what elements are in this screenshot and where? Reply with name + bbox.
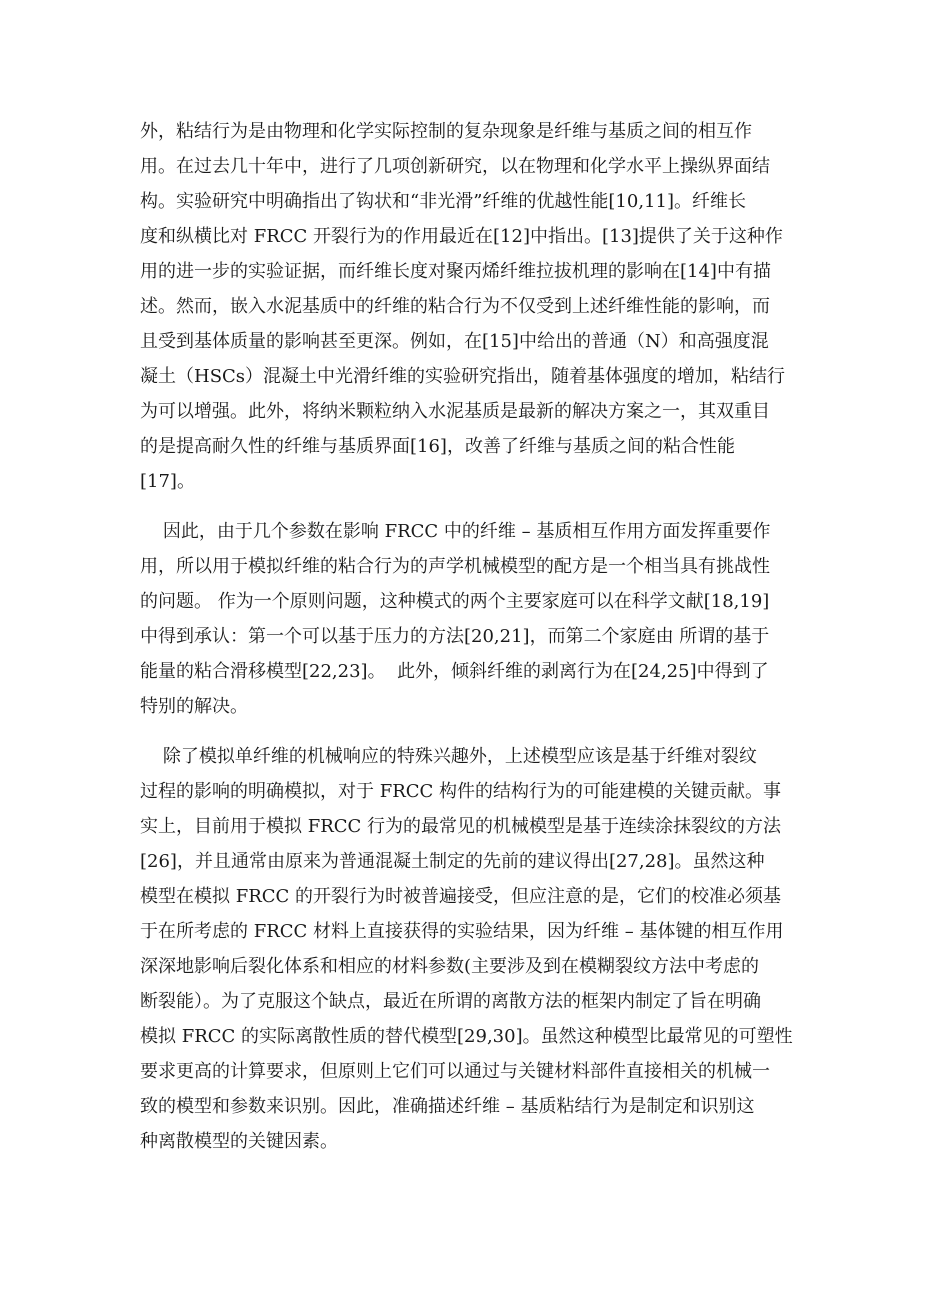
paragraph-3-line: 过程的影响的明确模拟，对于 FRCC 构件的结构行为的可能建模的关键贡献。事 — [140, 781, 782, 802]
paragraph-3-line: 模型在模拟 FRCC 的开裂行为时被普遍接受，但应注意的是，它们的校准必须基 — [140, 886, 782, 907]
paragraph-1-line: 述。然而，嵌入水泥基质中的纤维的粘合行为不仅受到上述纤维性能的影响，而 — [140, 296, 770, 317]
paragraph-2-line: 用，所以用于模拟纤维的粘合行为的声学机械模型的配方是一个相当具有挑战性 — [140, 556, 770, 577]
paragraph-3-line: 要求更高的计算要求，但原则上它们可以通过与关键材料部件直接相关的机械一 — [140, 1061, 770, 1082]
paragraph-1-line: 构。实验研究中明确指出了钩状和“非光滑”纤维的优越性能[10,11]。纤维长 — [140, 191, 746, 212]
paragraph-1-line: 外，粘结行为是由物理和化学实际控制的复杂现象是纤维与基质之间的相互作 — [140, 121, 752, 142]
paragraph-2-line: 因此，由于几个参数在影响 FRCC 中的纤维 – 基质相互作用方面发挥重要作 — [140, 521, 771, 542]
paragraph-2-line: 特别的解决。 — [140, 696, 248, 717]
paragraph-1-line: 凝土（HSCs）混凝土中光滑纤维的实验研究指出，随着基体强度的增加，粘结行 — [140, 366, 786, 387]
paragraph-1-line: [17]。 — [140, 471, 195, 492]
paragraph-1-line: 用。在过去几十年中，进行了几项创新研究，以在物理和化学水平上操纵界面结 — [140, 156, 770, 177]
paragraph-2-line: 能量的粘合滑移模型[22,23]。 此外，倾斜纤维的剥离行为在[24,25]中得到了 — [140, 661, 769, 682]
paragraph-2-line: 的问题。 作为一个原则问题，这种模式的两个主要家庭可以在科学文献[18,19] — [140, 591, 770, 612]
paragraph-1-line: 且受到基体质量的影响甚至更深。例如，在[15]中给出的普通（N）和高强度混 — [140, 331, 769, 352]
paragraph-3-line: 模拟 FRCC 的实际离散性质的替代模型[29,30]。虽然这种模型比最常见的可塑性 — [140, 1026, 793, 1047]
paragraph-3-line: 致的模型和参数来识别。因此，准确描述纤维 – 基质粘结行为是制定和识别这 — [140, 1096, 755, 1117]
paragraph-3-line: 于在所考虑的 FRCC 材料上直接获得的实验结果，因为纤维 – 基体键的相互作用 — [140, 921, 784, 942]
paragraph-3-line: 除了模拟单纤维的机械响应的特殊兴趣外，上述模型应该是基于纤维对裂纹 — [140, 746, 757, 767]
paragraph-1-line: 用的进一步的实验证据，而纤维长度对聚丙烯纤维拉拔机理的影响在[14]中有描 — [140, 261, 771, 282]
paragraph-3-line: [26]，并且通常由原来为普通混凝土制定的先前的建议得出[27,28]。虽然这种 — [140, 851, 765, 872]
paragraph-2-line: 中得到承认：第一个可以基于压力的方法[20,21]，而第二个家庭由 所谓的基于 — [140, 626, 770, 647]
paragraph-1-line: 度和纵横比对 FRCC 开裂行为的作用最近在[12]中指出。[13]提供了关于这种作 — [140, 226, 783, 247]
paragraph-3-line: 深深地影响后裂化体系和相应的材料参数(主要涉及到在模糊裂纹方法中考虑的 — [140, 956, 760, 977]
paragraph-3-line: 断裂能）。为了克服这个缺点，最近在所谓的离散方法的框架内制定了旨在明确 — [140, 991, 761, 1012]
paragraph-1-line: 的是提高耐久性的纤维与基质界面[16]，改善了纤维与基质之间的粘合性能 — [140, 436, 735, 457]
paragraph-1-line: 为可以增强。此外，将纳米颗粒纳入水泥基质是最新的解决方案之一，其双重目 — [140, 401, 770, 422]
paragraph-3-line: 种离散模型的关键因素。 — [140, 1131, 338, 1152]
paragraph-3-line: 实上，目前用于模拟 FRCC 行为的最常见的机械模型是基于连续涂抹裂纹的方法 — [140, 816, 782, 837]
